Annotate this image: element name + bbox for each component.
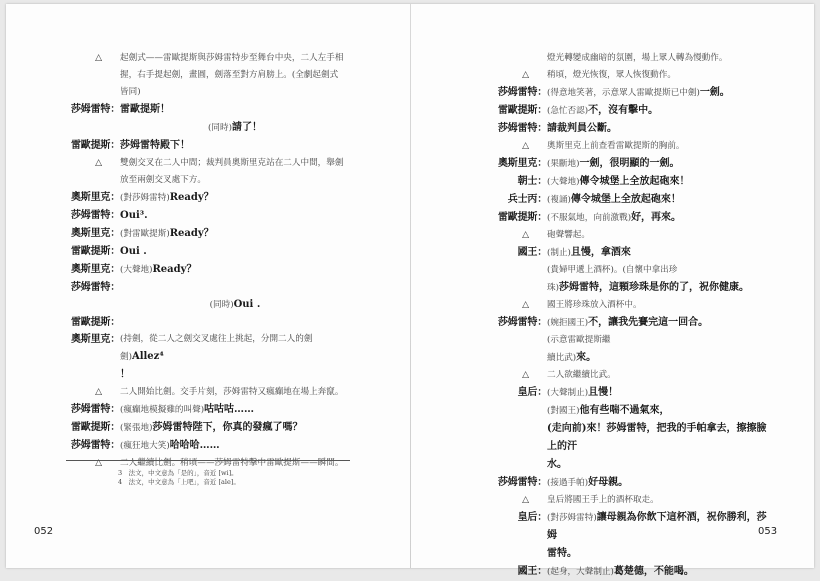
right-page-text xyxy=(493,50,768,581)
stage-text: 二人欲繼續比武。 xyxy=(547,370,616,380)
stage-mark: △ xyxy=(522,230,529,240)
stage-mark: △ xyxy=(522,300,529,310)
speaker-name: 莎姆雷特： xyxy=(71,282,120,293)
spoken-text: 哈哈哈…… xyxy=(169,440,220,451)
dialogue-line xyxy=(66,296,350,314)
speaker-name: 兵士丙： xyxy=(507,194,547,205)
dialogue-line xyxy=(66,137,350,155)
parenthetical: (複誦) xyxy=(547,195,571,205)
speaker-name: 奧斯里克： xyxy=(71,228,120,239)
dialogue-text xyxy=(120,137,350,155)
parenthetical: (對莎姆雷特) xyxy=(547,513,597,523)
parenthetical: 續比武) xyxy=(547,353,577,363)
spoken-text: Ready？ xyxy=(169,228,214,239)
speaker-name: 奧斯里克： xyxy=(71,334,120,345)
spoken-text: 請裁判員公斷。 xyxy=(547,123,617,134)
parenthetical: (對雷歐提斯) xyxy=(120,229,170,239)
speaker-name: 莎姆雷特： xyxy=(498,123,547,134)
speaker-name: 雷歐提斯： xyxy=(71,422,120,433)
dialogue-line xyxy=(66,314,350,331)
dialogue-line xyxy=(66,261,350,279)
dialogue-line xyxy=(493,420,768,456)
parenthetical: (大聲制止) xyxy=(547,388,589,398)
footnote: 4 法文，中文意為「上吧」，音近 [ale]。 xyxy=(118,478,240,486)
spoken-text: 葛楚德，不能喝。 xyxy=(613,566,694,577)
spoken-text: 傳令城堡上全放起砲來！ xyxy=(570,194,681,205)
stage-text: 稍頃，燈光恢復，眾人恢復動作。 xyxy=(547,70,676,80)
dialogue-text xyxy=(120,207,350,225)
parenthetical: (對國王) xyxy=(547,406,580,416)
parenthetical: (緊張地) xyxy=(120,423,153,433)
speaker-name: 國王： xyxy=(517,566,547,577)
spoken-text: Ready？ xyxy=(169,192,214,203)
parenthetical: (果斷地) xyxy=(547,159,580,169)
dialogue-line xyxy=(493,456,768,474)
dialogue-text xyxy=(120,419,350,437)
dialogue-text xyxy=(120,189,350,207)
speaker-name: 雷歐提斯： xyxy=(71,140,120,151)
dialogue-text xyxy=(547,402,768,420)
spoken-text: Ready？ xyxy=(152,264,197,275)
dialogue-line xyxy=(493,262,768,279)
dialogue-text xyxy=(547,279,768,297)
dialogue-text xyxy=(547,332,768,349)
stage-mark: △ xyxy=(522,141,529,151)
dialogue-line xyxy=(493,191,768,209)
stage-text: 握，右手提起劍，畫圓，劍落至對方肩膀上。(全劇起劍式 xyxy=(120,70,339,80)
dialogue-text xyxy=(547,262,768,279)
spoken-text: ！ xyxy=(120,369,130,380)
simultaneous-line xyxy=(120,119,350,137)
spoken-text: 咕咕咕…… xyxy=(204,404,255,415)
spoken-text: Allez⁴ xyxy=(131,351,164,362)
stage-direction xyxy=(66,384,350,401)
spoken-text: Oui . xyxy=(120,246,147,257)
dialogue-text xyxy=(120,101,350,119)
speaker-name: 莎姆雷特： xyxy=(498,317,547,328)
parenthetical: (示意雷歐提斯繼 xyxy=(547,335,611,345)
stage-direction xyxy=(66,84,350,101)
dialogue-line xyxy=(66,437,350,455)
dialogue-text xyxy=(547,545,768,563)
stage-mark: △ xyxy=(522,70,529,80)
dialogue-line xyxy=(493,209,768,227)
speaker-name: 皇后： xyxy=(517,387,547,398)
stage-direction xyxy=(66,155,350,172)
dialogue-text xyxy=(547,314,768,332)
parenthetical: (接過手帕) xyxy=(547,478,589,488)
stage-text: 燈光轉變成幽暗的氛圍，場上眾人轉為慢動作。 xyxy=(547,53,728,63)
speaker-name: 莎姆雷特： xyxy=(71,404,120,415)
speaker-name: 雷歐提斯： xyxy=(71,317,120,328)
stage-mark: △ xyxy=(95,387,102,397)
stage-text: 起劍式——雷歐提斯與莎姆雷特步至舞台中央，二人左手相 xyxy=(120,53,344,63)
stage-direction xyxy=(493,138,768,155)
dialogue-line xyxy=(493,314,768,332)
dialogue-line xyxy=(493,332,768,349)
stage-text: 皇后將國王手上的酒杯取走。 xyxy=(547,495,659,505)
parenthetical: (不服氣地，向前激戰) xyxy=(547,213,632,223)
stage-mark: △ xyxy=(522,495,529,505)
speaker-name: 奧斯里克： xyxy=(498,158,547,169)
spoken-text: 好母親。 xyxy=(588,477,629,488)
dialogue-text xyxy=(120,331,350,366)
dialogue-text xyxy=(120,261,350,279)
spoken-text: 莎姆雷特，這顆珍珠是你的了，祝你健康。 xyxy=(558,282,749,293)
dialogue-line xyxy=(66,279,350,296)
spoken-text: 且慢！ xyxy=(588,387,619,398)
stage-text: 放至兩劍交叉處下方。 xyxy=(120,175,206,185)
parenthetical: (瘋癲地模擬雞的叫聲) xyxy=(120,405,205,415)
page-number-right: 053 xyxy=(758,526,778,537)
dialogue-line xyxy=(493,384,768,402)
stage-mark: △ xyxy=(95,53,102,63)
speaker-name: 雷歐提斯： xyxy=(498,212,547,223)
speaker-name: 雷歐提斯： xyxy=(71,246,120,257)
spoken-text: 莎姆雷特陛下，你真的發瘋了嗎？ xyxy=(152,422,303,433)
spoken-text: 好，再來。 xyxy=(631,212,682,223)
dialogue-text xyxy=(120,366,350,384)
stage-direction xyxy=(66,67,350,84)
spoken-text: (走向前)來！莎姆雷特，把我的手帕拿去，擦擦臉上的汗 xyxy=(547,423,767,452)
dialogue-line xyxy=(66,101,350,119)
speaker-name: 奧斯里克： xyxy=(71,192,120,203)
spoken-text: 不，沒有擊中。 xyxy=(588,105,659,116)
parenthetical: (婉拒國王) xyxy=(547,318,589,328)
left-page-text xyxy=(66,50,350,472)
stage-direction xyxy=(493,50,768,67)
dialogue-line xyxy=(493,84,768,102)
dialogue-line xyxy=(493,120,768,138)
page-number-left: 052 xyxy=(34,526,54,537)
dialogue-text xyxy=(547,349,768,367)
stage-text: 二人開始比劍。交手片刻，莎姆雷特又瘋癲地在場上奔竄。 xyxy=(120,387,344,397)
parenthetical: (起身，大聲制止) xyxy=(547,567,614,577)
stage-mark: △ xyxy=(522,370,529,380)
stage-text: 奧斯里克上前查看雷歐提斯的胸前。 xyxy=(547,141,685,151)
stage-direction xyxy=(493,367,768,384)
spoken-text: 且慢，拿酒來 xyxy=(570,247,631,258)
parenthetical: 珠) xyxy=(547,283,559,293)
parenthetical: (同時) xyxy=(208,123,232,133)
parenthetical: (大聲地) xyxy=(120,265,153,275)
dialogue-text xyxy=(547,120,768,138)
parenthetical: (瘋狂地大笑) xyxy=(120,441,170,451)
dialogue-text xyxy=(547,244,768,262)
parenthetical: (貴婦甲遞上酒杯)。(自懷中拿出珍 xyxy=(547,265,678,275)
parenthetical: (得意地笑著，示意眾人雷歐提斯已中劍) xyxy=(547,88,700,98)
dialogue-text xyxy=(547,173,768,191)
speaker-name: 皇后： xyxy=(517,512,547,523)
stage-text: 皆同) xyxy=(120,87,141,97)
stage-text: 二人繼續比劍。稍頃——莎姆雷特擊中雷歐提斯——瞬間。 xyxy=(120,458,344,468)
dialogue-line xyxy=(493,474,768,492)
book-spread xyxy=(6,4,814,577)
spoken-text: 讓母親為你飲下這杯酒，祝你勝利，莎姆 xyxy=(547,512,767,541)
dialogue-line xyxy=(66,419,350,437)
right-page xyxy=(411,4,815,577)
dialogue-line xyxy=(493,563,768,581)
spoken-text: 他有些喘不過氣來， xyxy=(579,405,670,416)
dialogue-line xyxy=(66,207,350,225)
dialogue-text xyxy=(120,437,350,455)
dialogue-line xyxy=(493,244,768,262)
dialogue-line xyxy=(493,155,768,173)
dialogue-text xyxy=(547,456,768,474)
stage-direction xyxy=(493,227,768,244)
dialogue-text xyxy=(120,243,350,261)
parenthetical: (同時) xyxy=(209,300,234,310)
speaker-name: 國王： xyxy=(517,247,547,258)
dialogue-text xyxy=(547,102,768,120)
parenthetical: (大聲地) xyxy=(547,177,580,187)
dialogue-line xyxy=(493,349,768,367)
parenthetical: (急忙否認) xyxy=(547,106,589,116)
dialogue-line xyxy=(66,401,350,419)
dialogue-line xyxy=(66,331,350,366)
dialogue-line xyxy=(493,509,768,545)
speaker-name: 莎姆雷特： xyxy=(71,440,120,451)
dialogue-line xyxy=(493,279,768,297)
speaker-name: 奧斯里克： xyxy=(71,264,120,275)
footnotes xyxy=(118,469,358,487)
parenthetical: (持劍，從二人之劍交叉處往上挑起，分開二人的劍劍) xyxy=(120,334,313,362)
parenthetical: (制止) xyxy=(547,248,571,258)
spoken-text: 一劍，很明顯的一劍。 xyxy=(579,158,680,169)
spoken-text: 一劍。 xyxy=(699,87,730,98)
dialogue-line xyxy=(66,366,350,384)
dialogue-text xyxy=(547,563,768,581)
spoken-text: 莎姆雷特殿下！ xyxy=(120,140,190,151)
spoken-text: Oui . xyxy=(233,299,261,310)
spoken-text: 雷特。 xyxy=(547,548,577,559)
stage-text: 國王將珍珠放入酒杯中。 xyxy=(547,300,642,310)
speaker-name: 莎姆雷特： xyxy=(71,210,120,221)
speaker-name: 莎姆雷特： xyxy=(498,477,547,488)
stage-mark: △ xyxy=(95,158,102,168)
dialogue-text xyxy=(547,509,768,545)
stage-mark: △ xyxy=(95,458,102,468)
stage-direction xyxy=(493,492,768,509)
dialogue-text xyxy=(547,84,768,102)
footnote-rule xyxy=(66,460,350,461)
dialogue-line xyxy=(493,102,768,120)
speaker-name: 莎姆雷特： xyxy=(71,104,120,115)
dialogue-text xyxy=(120,225,350,243)
stage-text: 砲聲響起。 xyxy=(547,230,590,240)
spoken-text: 水。 xyxy=(547,459,567,470)
dialogue-text xyxy=(547,191,768,209)
dialogue-text xyxy=(547,155,768,173)
stage-direction xyxy=(66,172,350,189)
footnote: 3 法文，中文意為「是的」，音近 [wi]。 xyxy=(118,469,238,477)
parenthetical: (對莎姆雷特) xyxy=(120,193,170,203)
left-page xyxy=(6,4,410,568)
speaker-name: 雷歐提斯： xyxy=(498,105,547,116)
dialogue-line xyxy=(66,119,350,137)
stage-direction xyxy=(66,50,350,67)
stage-direction xyxy=(493,297,768,314)
speaker-name: 莎姆雷特： xyxy=(498,87,547,98)
spoken-text: 不，讓我先賽完這一回合。 xyxy=(588,317,709,328)
dialogue-text xyxy=(547,420,768,456)
dialogue-line xyxy=(66,225,350,243)
dialogue-text xyxy=(547,384,768,402)
spoken-text: 來。 xyxy=(576,352,597,363)
dialogue-line xyxy=(66,243,350,261)
stage-text: 雙劍交叉在二人中間；裁判員奧斯里克站在二人中間，舉劍 xyxy=(120,158,344,168)
speaker-name: 朝士： xyxy=(517,176,547,187)
spoken-text: 傳令城堡上全放起砲來！ xyxy=(579,176,690,187)
spoken-text: 請了！ xyxy=(231,122,262,133)
dialogue-text xyxy=(120,401,350,419)
stage-direction xyxy=(493,67,768,84)
dialogue-line xyxy=(493,173,768,191)
spoken-text: 雷歐提斯！ xyxy=(120,104,170,115)
dialogue-text xyxy=(547,209,768,227)
dialogue-text xyxy=(547,474,768,492)
dialogue-line xyxy=(66,189,350,207)
dialogue-line xyxy=(493,545,768,563)
dialogue-line xyxy=(493,402,768,420)
spoken-text: Oui³. xyxy=(120,210,148,221)
simultaneous-line xyxy=(120,296,350,314)
